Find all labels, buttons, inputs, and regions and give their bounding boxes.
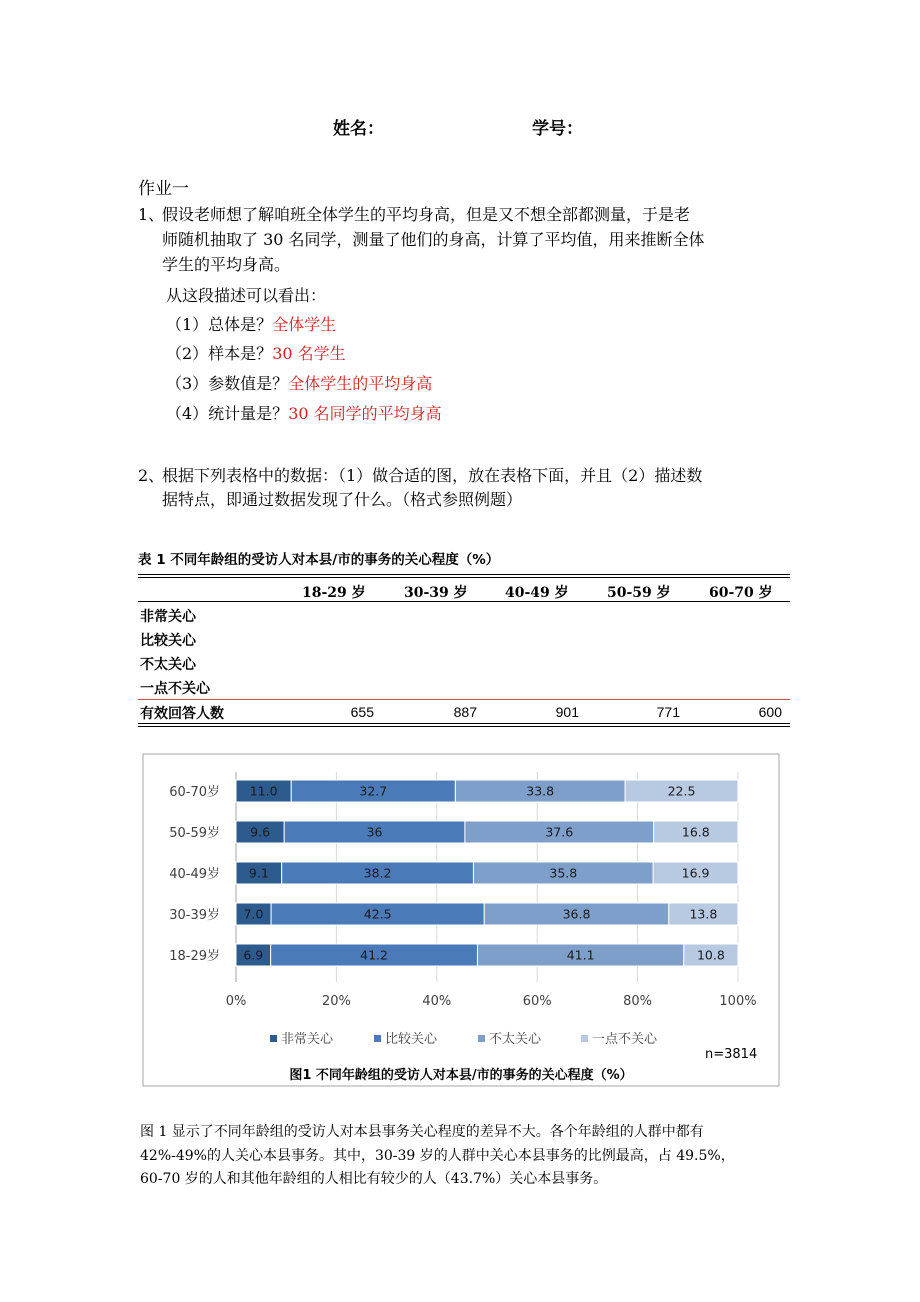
table-total-cell: 655 [350, 704, 374, 720]
item-prompt: （2）样本是？ [166, 344, 273, 363]
chart-data-label: 37.6 [545, 824, 574, 840]
table-column-header: 30-39 岁 [404, 585, 468, 601]
chart-x-tick-label: 20% [321, 994, 351, 1009]
chart-category-label: 50-59岁 [169, 826, 220, 841]
table-row-label: 一点不关心 [140, 681, 210, 697]
chart-data-label: 7.0 [243, 906, 264, 922]
item-prompt: （4）统计量是？ [166, 404, 289, 423]
chart-legend-label: 非常关心 [281, 1032, 334, 1047]
chart-x-tick-label: 60% [522, 994, 552, 1009]
chart-data-label: 6.9 [243, 947, 264, 963]
table-total-cell: 771 [656, 704, 680, 720]
chart-data-label: 11.0 [249, 783, 278, 799]
chart-data-label: 33.8 [526, 783, 555, 799]
chart-legend-label: 不太关心 [489, 1032, 542, 1047]
item-answer: 30 名同学的平均身高 [288, 404, 442, 423]
question-1-line: 学生的平均身高。 [162, 255, 291, 274]
chart-legend-label: 比较关心 [385, 1032, 438, 1047]
table-row-label: 比较关心 [140, 633, 196, 649]
chart-data-label: 16.8 [681, 824, 710, 840]
item-answer: 30 名学生 [272, 344, 346, 363]
chart-data-label: 16.9 [681, 865, 710, 881]
question-1-number: 1、 [138, 205, 165, 224]
student-id-label: 学号： [532, 119, 583, 139]
table-column-header: 18-29 岁 [302, 585, 366, 601]
summary-line: 图 1 显示了不同年龄组的受访人对本县事务关心程度的差异不大。各个年龄组的人群中都有 [140, 1124, 704, 1140]
chart-data-label: 13.8 [689, 906, 718, 922]
chart-sample-size-note: n=3814 [705, 1047, 758, 1062]
chart-category-label: 40-49岁 [169, 867, 220, 882]
chart-data-label: 35.8 [549, 865, 578, 881]
question-2-line: 据特点，即通过数据发现了什么。（格式参照例题） [162, 490, 523, 509]
table-column-header: 50-59 岁 [607, 585, 671, 601]
summary-line: 42%-49%的人关心本县事务。其中，30-39 岁的人群中关心本县事务的比例最高，占 49.5%， [140, 1148, 735, 1164]
table-column-header: 60-70 岁 [709, 585, 773, 601]
chart-data-label: 22.5 [667, 783, 696, 799]
table-total-cell: 600 [758, 704, 782, 720]
chart-x-tick-label: 100% [719, 994, 757, 1009]
chart-data-label: 41.1 [566, 947, 595, 963]
chart-category-label: 60-70岁 [169, 785, 220, 800]
assignment-title: 作业一 [138, 179, 189, 199]
chart-x-tick-label: 80% [623, 994, 653, 1009]
chart-x-tick-label: 0% [225, 994, 247, 1009]
chart-legend-label: 一点不关心 [592, 1032, 658, 1047]
item-answer: 全体学生的平均身高 [288, 374, 433, 393]
table-total-label: 有效回答人数 [140, 706, 224, 722]
item-answer: 全体学生 [272, 315, 337, 334]
chart-data-label: 9.6 [250, 824, 271, 840]
chart-data-label: 36.8 [562, 906, 591, 922]
table-row-label: 非常关心 [140, 609, 196, 625]
chart-data-label: 38.2 [363, 865, 392, 881]
chart-data-label: 32.7 [359, 783, 388, 799]
chart-legend-swatch [581, 1035, 588, 1042]
table-total-cell: 887 [453, 704, 477, 720]
chart-data-label: 41.2 [360, 947, 388, 963]
chart-data-label: 10.8 [696, 947, 725, 963]
table-total-cell: 901 [555, 704, 579, 720]
chart-legend-swatch [270, 1035, 277, 1042]
chart-category-label: 30-39岁 [169, 908, 220, 923]
question-2-number: 2、 [138, 466, 165, 485]
question-1-line: 假设老师想了解咱班全体学生的平均身高，但是又不想全部都测量，于是老 [162, 205, 691, 224]
item-prompt: （1）总体是？ [166, 315, 273, 334]
chart-x-tick-label: 40% [422, 994, 452, 1009]
chart-data-label: 36 [366, 824, 383, 840]
chart-data-label: 42.5 [363, 906, 392, 922]
chart-category-label: 18-29岁 [169, 949, 220, 964]
chart-title: 图1 不同年龄组的受访人对本县/市的事务的关心程度（%） [289, 1068, 633, 1083]
table-column-header: 40-49 岁 [505, 585, 569, 601]
name-label: 姓名： [333, 119, 384, 139]
question-2-line: 根据下列表格中的数据：（1）做合适的图，放在表格下面，并且（2）描述数 [162, 466, 703, 485]
question-1-line: 师随机抽取了 30 名同学，测量了他们的身高，计算了平均值，用来推断全体 [162, 230, 705, 249]
table-row-label: 不太关心 [140, 657, 196, 673]
chart-legend-swatch [374, 1035, 381, 1042]
chart-legend-swatch [478, 1035, 485, 1042]
item-prompt: （3）参数值是？ [166, 374, 289, 393]
table-caption: 表 1 不同年龄组的受访人对本县/市的事务的关心程度（%） [138, 552, 500, 568]
question-1-intro: 从这段描述可以看出： [166, 286, 327, 305]
chart-data-label: 9.1 [248, 865, 269, 881]
summary-line: 60-70 岁的人和其他年龄组的人相比有较少的人（43.7%）关心本县事务。 [140, 1171, 608, 1187]
